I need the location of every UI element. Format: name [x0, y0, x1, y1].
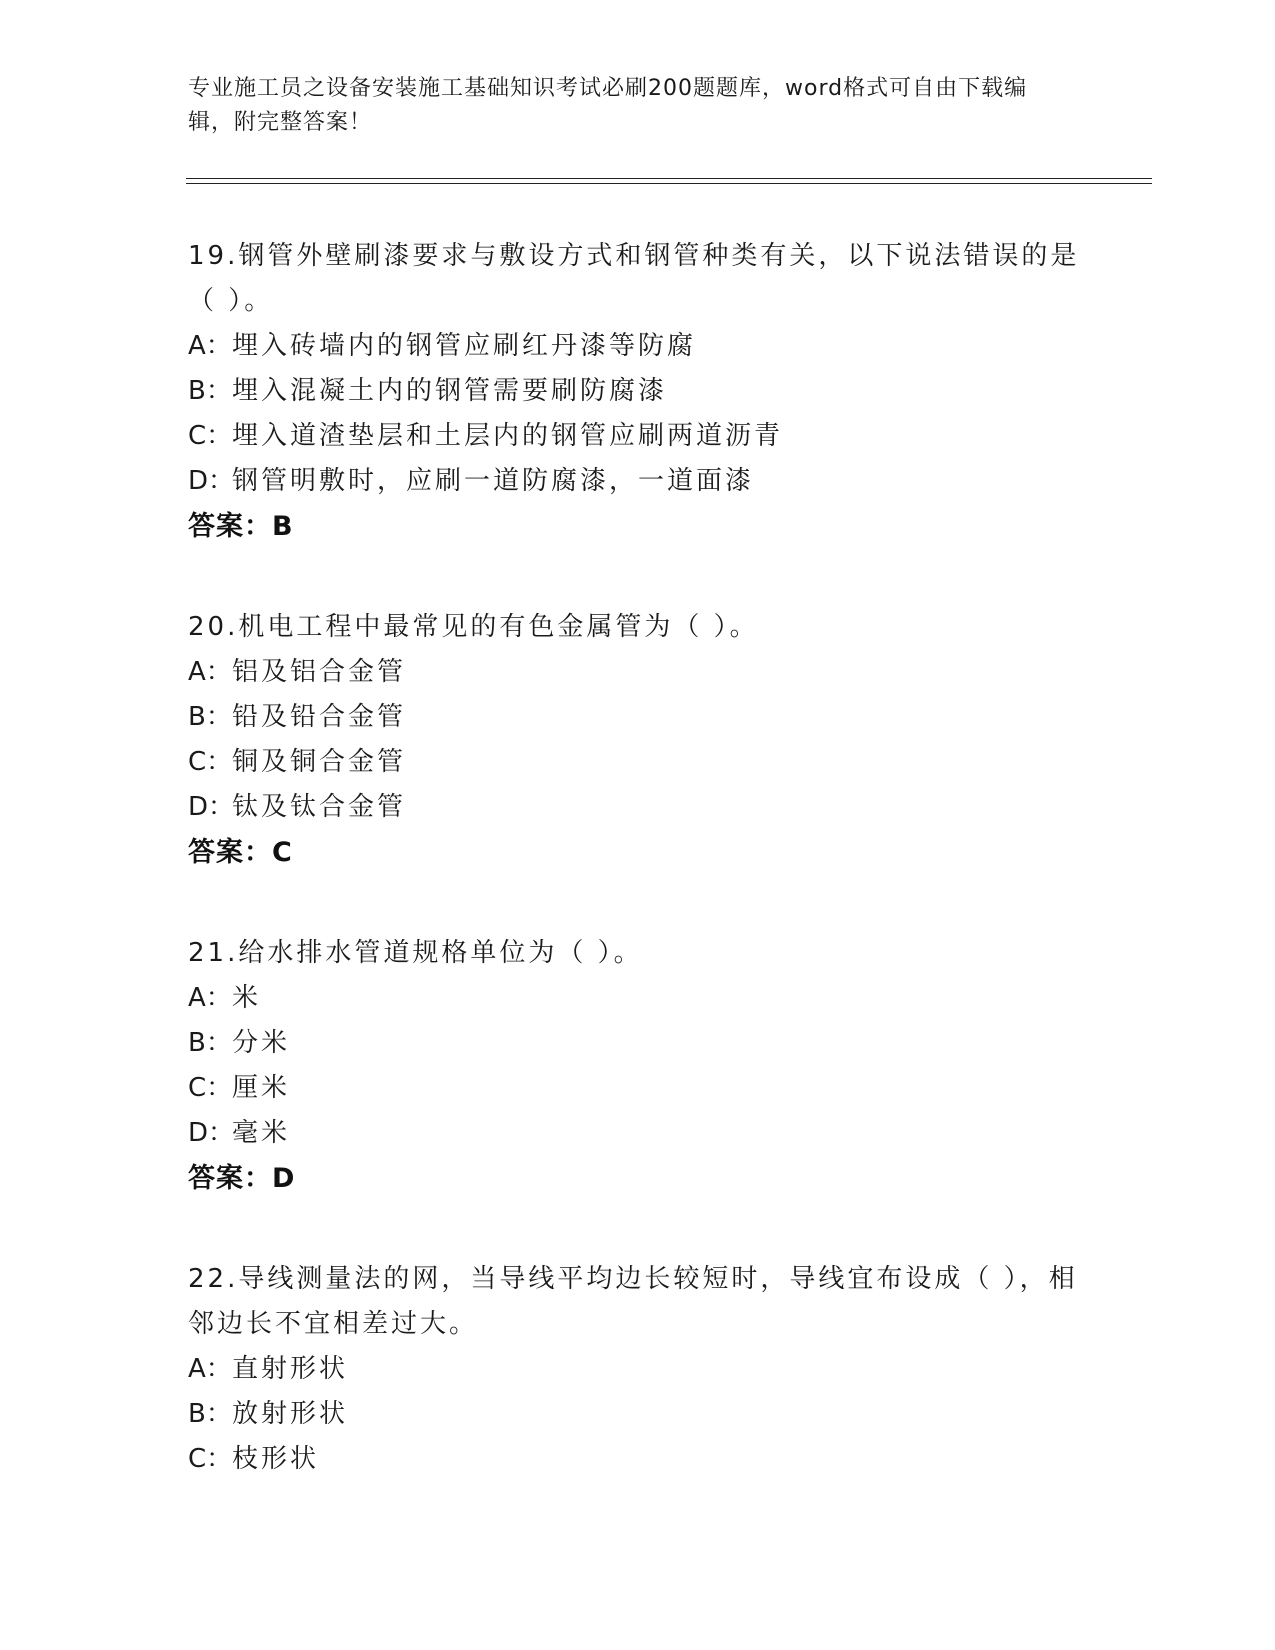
option-text: 钛及钛合金管: [232, 792, 407, 822]
option-c: [188, 414, 1088, 459]
option-a: [188, 1347, 1088, 1392]
option-a: [188, 976, 1088, 1021]
option-key: B：: [188, 1399, 232, 1429]
option-key: B：: [188, 376, 232, 406]
question-stem: 20.机电工程中最常见的有色金属管为（ ）。: [188, 612, 759, 642]
option-text: 厘米: [232, 1073, 291, 1103]
answer-line: 答案：C: [188, 837, 293, 868]
question-19: [188, 234, 1088, 550]
document-header: 专业施工员之设备安装施工基础知识考试必刷200题题库，word格式可自由下载编辑，附完整答案！: [188, 76, 1028, 135]
option-d: [188, 785, 1088, 830]
option-text: 铅及铅合金管: [232, 702, 407, 732]
option-b: [188, 1392, 1088, 1437]
question-stem: 19.钢管外壁刷漆要求与敷设方式和钢管种类有关，以下说法错误的是（ ）。: [188, 241, 1080, 316]
option-text: 埋入道渣垫层和土层内的钢管应刷两道沥青: [232, 421, 784, 451]
option-text: 毫米: [232, 1118, 291, 1148]
option-key: C：: [188, 1073, 233, 1103]
option-text: 直射形状: [232, 1354, 349, 1384]
option-key: A：: [188, 331, 232, 361]
question-list: [188, 234, 1088, 1537]
option-c: [188, 1437, 1088, 1482]
option-text: 钢管明敷时，应刷一道防腐漆，一道面漆: [232, 466, 755, 496]
option-key: A：: [188, 983, 232, 1013]
option-c: [188, 1066, 1088, 1111]
option-text: 埋入混凝土内的钢管需要刷防腐漆: [232, 376, 668, 406]
option-key: D：: [188, 792, 235, 822]
header-divider-bottom: [186, 183, 1152, 184]
option-b: [188, 1021, 1088, 1066]
option-key: C：: [188, 1444, 233, 1474]
option-d: [188, 459, 1088, 504]
option-text: 铝及铝合金管: [232, 657, 407, 687]
question-22: [188, 1257, 1088, 1482]
option-text: 埋入砖墙内的钢管应刷红丹漆等防腐: [232, 331, 697, 361]
option-text: 铜及铜合金管: [232, 747, 407, 777]
option-a: [188, 324, 1088, 369]
option-key: B：: [188, 1028, 232, 1058]
option-key: A：: [188, 657, 232, 687]
question-21: [188, 931, 1088, 1202]
option-key: C：: [188, 421, 233, 451]
option-b: [188, 369, 1088, 414]
question-stem: 22.导线测量法的网，当导线平均边长较短时，导线宜布设成（ ），相邻边长不宜相差过大。: [188, 1264, 1078, 1339]
question-stem: 21.给水排水管道规格单位为（ ）。: [188, 938, 643, 968]
option-key: C：: [188, 747, 233, 777]
option-text: 枝形状: [232, 1444, 320, 1474]
option-d: [188, 1111, 1088, 1156]
option-key: D：: [188, 1118, 235, 1148]
option-b: [188, 695, 1088, 740]
option-key: A：: [188, 1354, 232, 1384]
option-c: [188, 740, 1088, 785]
answer-line: 答案：B: [188, 511, 294, 542]
option-key: B：: [188, 702, 232, 732]
option-a: [188, 650, 1088, 695]
option-text: 放射形状: [232, 1399, 349, 1429]
option-text: 分米: [232, 1028, 291, 1058]
question-20: [188, 605, 1088, 876]
answer-line: 答案：D: [188, 1163, 296, 1194]
header-divider-top: [186, 178, 1152, 179]
option-text: 米: [232, 983, 262, 1013]
option-key: D：: [188, 466, 235, 496]
